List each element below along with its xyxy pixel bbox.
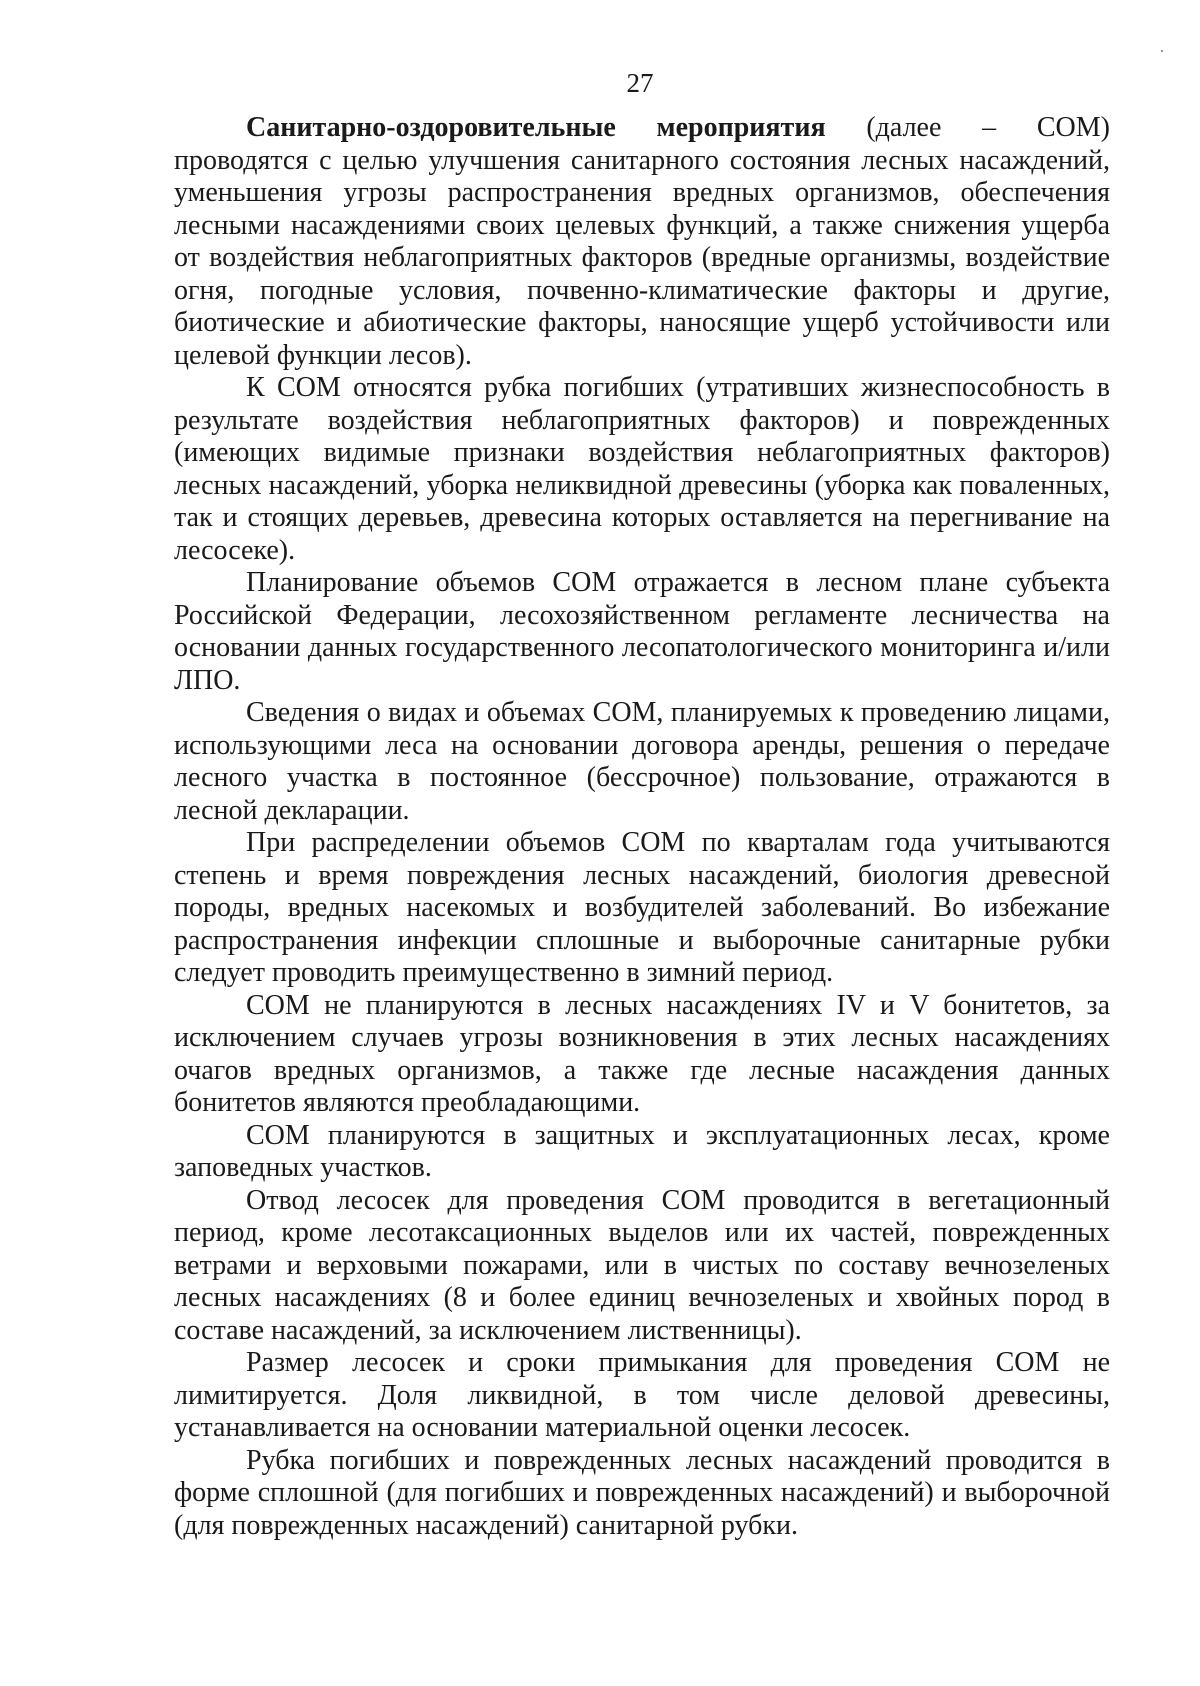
paragraph-text: К СОМ относятся рубка погибших (утративших жизнеспособность в результате воздействия неблагоприятных факторов) и поврежденных (имеющих видимые признаки воздействия неблагоприятных факторов) лесных насаждений, уборка неликвидной древесины (уборка как поваленных, так и стоящих деревьев, древесина которых оставляется на перегнивание на лесосеке). <box>174 372 1110 566</box>
paragraph <box>174 990 1110 1120</box>
paragraph <box>174 1185 1110 1348</box>
paragraph <box>174 372 1110 567</box>
paragraph-text: (далее – СОМ) проводятся с целью улучшения санитарного состояния лесных насаждений, уменьшения угрозы распространения вредных организмов, обеспечения лесными насаждениями своих целевых функций, а также снижения ущерба от воздействия неблагоприятных факторов (вредные организмы, воздействие огня, погодные условия, почвенно-климатические факторы и другие, биотические и абиотические факторы, наносящие ущерб устойчивости или целевой функции лесов). <box>174 112 1110 371</box>
paragraph <box>174 1445 1110 1543</box>
paragraph-text: Рубка погибших и поврежденных лесных насаждений проводится в форме сплошной (для погибших и поврежденных насаждений) и выборочной (для поврежденных насаждений) санитарной рубки. <box>174 1444 1110 1541</box>
paragraph <box>174 827 1110 990</box>
paragraph <box>174 1120 1110 1185</box>
paragraph-text: Планирование объемов СОМ отражается в лесном плане субъекта Российской Федерации, лесохозяйственном регламенте лесничества на основании данных государственного лесопатологического мониторинга и/или ЛПО. <box>174 567 1110 696</box>
paragraph-text: СОМ планируются в защитных и эксплуатационных лесах, кроме заповедных участков. <box>174 1119 1110 1183</box>
paragraph <box>174 567 1110 697</box>
paragraph <box>174 697 1110 827</box>
paragraph-text: При распределении объемов СОМ по кварталам года учитываются степень и время повреждения лесных насаждений, биология древесной породы, вредных насекомых и возбудителей заболеваний. Во избежание распространения инфекции сплошные и выборочные санитарные рубки следует проводить преимущественно в зимний период. <box>174 827 1110 988</box>
document-body <box>174 112 1110 1542</box>
paragraph-text: СОМ не планируются в лесных насаждениях IV и V бонитетов, за исключением случаев угрозы возникновения в этих лесных насаждениях очагов вредных организмов, а также где лесные насаждения данных бонитетов являются преобладающими. <box>174 989 1110 1118</box>
paragraph <box>174 1347 1110 1445</box>
paragraph-text: Размер лесосек и сроки примыкания для проведения СОМ не лимитируется. Доля ликвидной, в том числе деловой древесины, устанавливается на основании материальной оценки лесосек. <box>174 1347 1110 1443</box>
page-number: 27 <box>626 68 654 98</box>
scan-speck <box>1161 50 1163 52</box>
paragraph <box>174 112 1110 372</box>
paragraph-text: Сведения о видах и объемах СОМ, планируемых к проведению лицами, использующими леса на основании договора аренды, решения о передаче лесного участка в постоянное (бессрочное) пользование, отражаются в лесной декларации. <box>174 697 1110 826</box>
paragraph-text: Отвод лесосек для проведения СОМ проводится в вегетационный период, кроме лесотаксационных выделов или их частей, поврежденных ветрами и верховыми пожарами, или в чистых по составу вечнозеленых лесных насаждениях (8 и более единиц вечнозеленых и хвойных пород в составе насаждений, за исключением лиственницы). <box>174 1184 1110 1346</box>
paragraph-bold-lead: Санитарно-оздоровительные мероприятия <box>246 112 826 143</box>
